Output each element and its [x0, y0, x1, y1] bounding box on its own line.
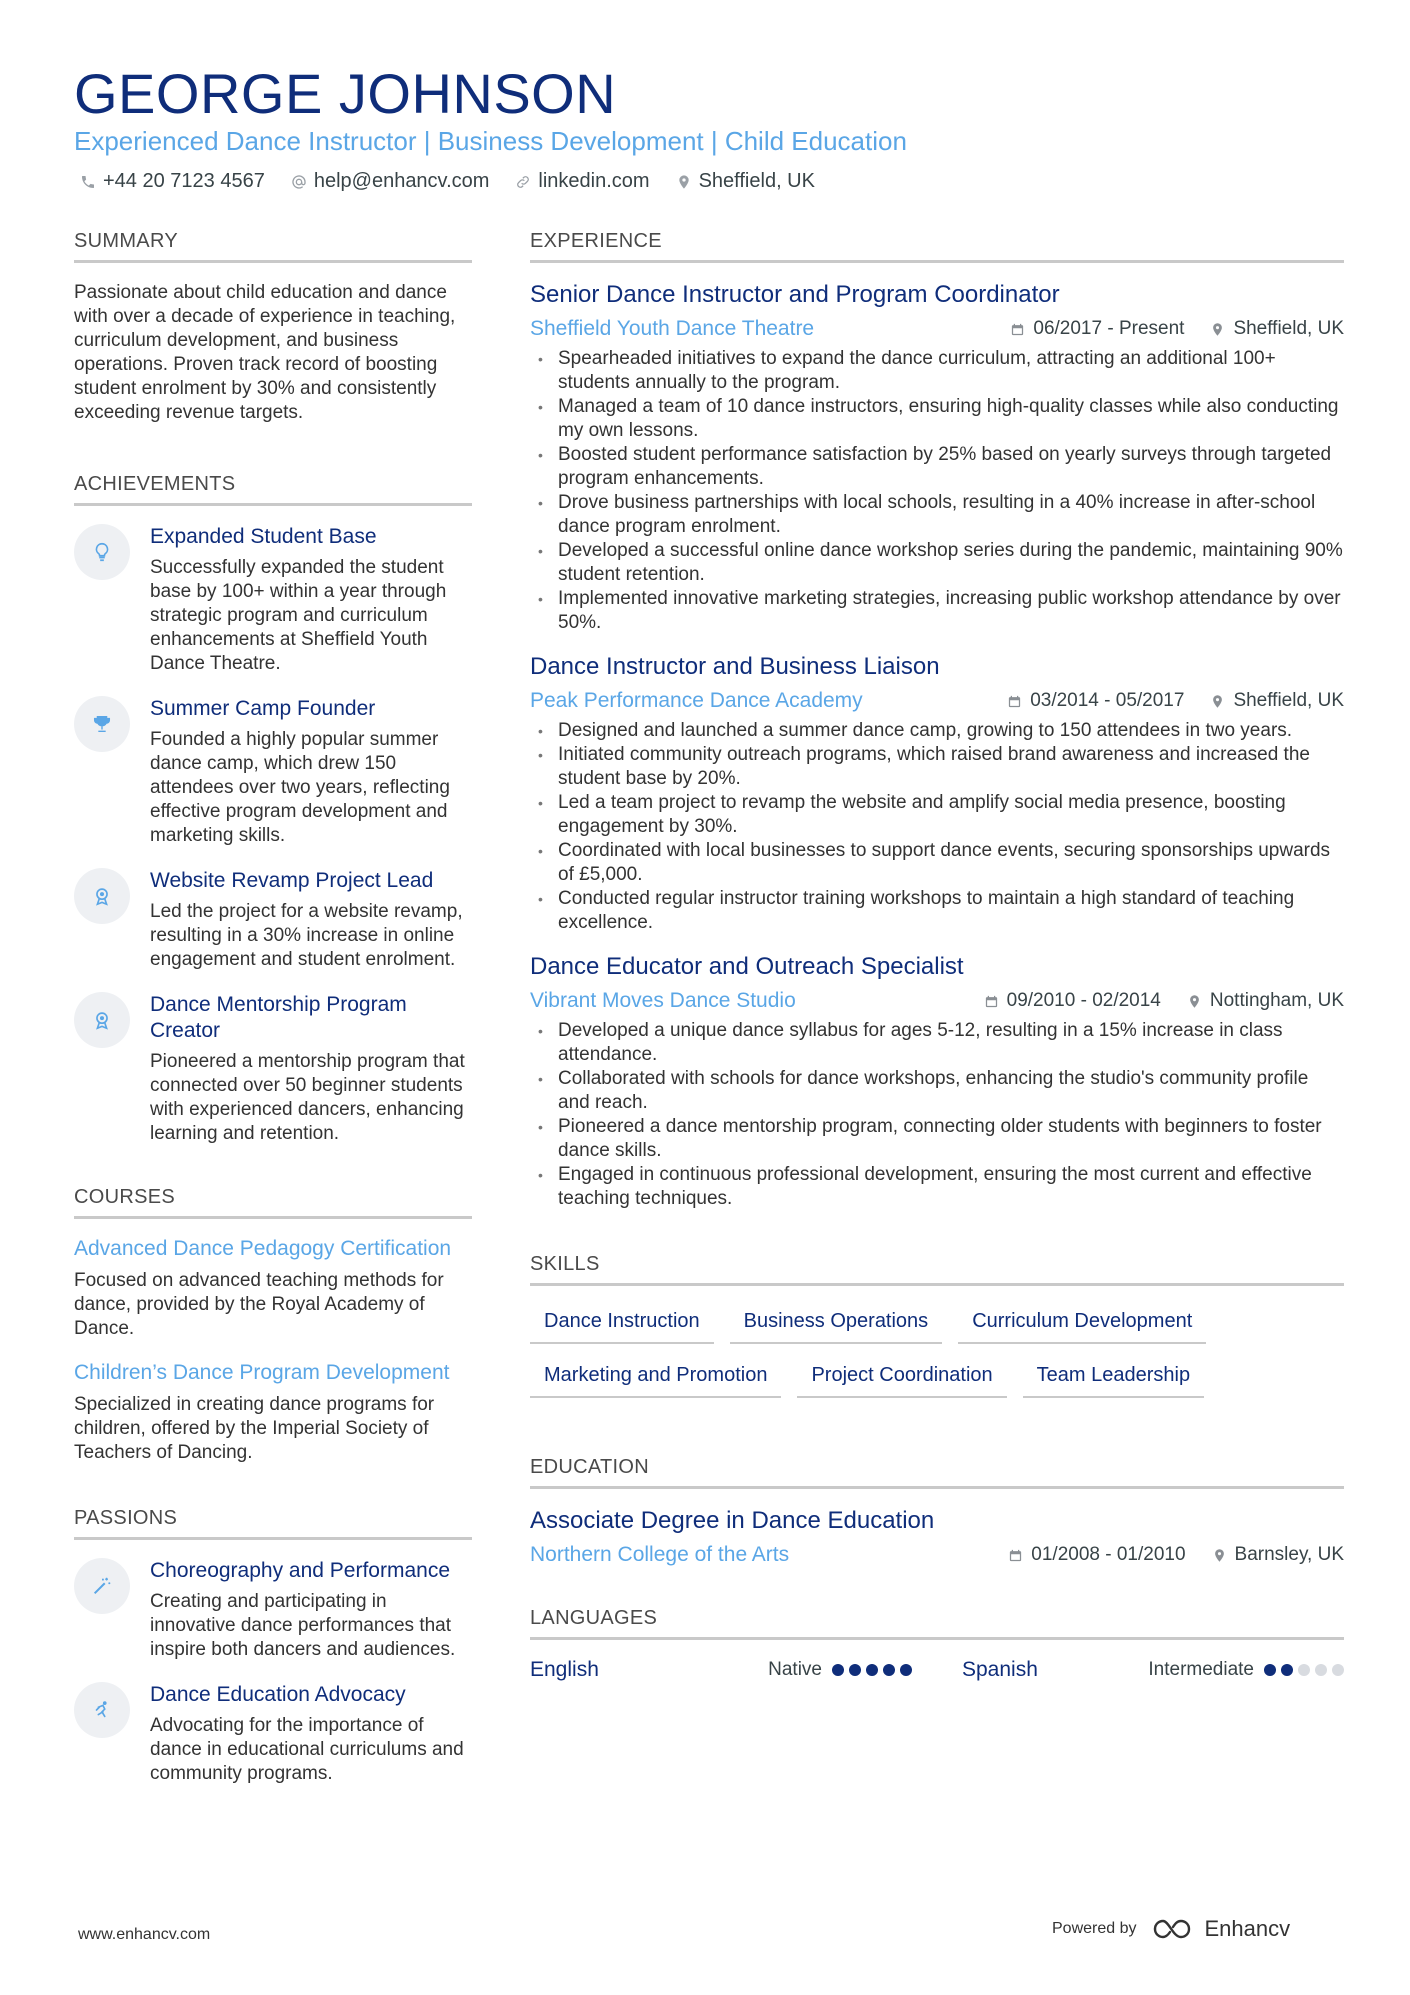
- location-icon: [1210, 322, 1225, 337]
- degree-title: Associate Degree in Dance Education: [530, 1507, 935, 1534]
- bullet-item: • Spearheaded initiatives to expand the dance curriculum, attracting an additional 100+ students annually to the program.: [530, 347, 1344, 395]
- passion-item: [74, 1558, 472, 1662]
- contact-bar: [80, 170, 815, 193]
- school-name: Northern College of the Arts: [530, 1543, 790, 1566]
- job-entry: [530, 651, 1344, 935]
- location-icon: [1187, 994, 1202, 1009]
- dance-icon: [74, 1682, 130, 1738]
- section-title-experience: EXPERIENCE: [530, 228, 1344, 263]
- passion-title: Dance Education Advocacy: [150, 1683, 406, 1706]
- summary-text: Passionate about child education and dance with over a decade of experience in teaching, curriculum development, and business operations. Proven track record of boosting student enrolment by 30% and consistently exceeding revenue targets.: [74, 282, 456, 423]
- calendar-icon: [1008, 1548, 1023, 1563]
- bullet-item: • Managed a team of 10 dance instructors, ensuring high-quality classes while also conducting my own lessons.: [530, 395, 1344, 443]
- bullet-item: • Collaborated with schools for dance workshops, enhancing the studio's community profile and reach.: [530, 1067, 1344, 1115]
- passion-title: Choreography and Performance: [150, 1559, 451, 1582]
- skill-tag: Business Operations: [730, 1304, 943, 1344]
- skill-tag: Curriculum Development: [958, 1304, 1206, 1344]
- job-title: Dance Educator and Outreach Specialist: [530, 953, 964, 980]
- job-company: Peak Performance Dance Academy: [530, 689, 863, 712]
- award-icon: [74, 868, 130, 924]
- languages-section: [530, 1605, 1344, 1682]
- phone-icon: [80, 174, 96, 190]
- award-icon: [74, 992, 130, 1048]
- section-title-courses: COURSES: [74, 1184, 472, 1219]
- right-column: [530, 228, 1344, 1682]
- rating-dot: [1264, 1664, 1276, 1676]
- calendar-icon: [984, 994, 999, 1009]
- section-title-summary: SUMMARY: [74, 228, 472, 263]
- trophy-icon: [74, 696, 130, 752]
- language-item: [530, 1658, 912, 1682]
- language-level: Native: [768, 1659, 822, 1680]
- job-bullets: [530, 1019, 1344, 1211]
- bullet-item: • Developed a successful online dance workshop series during the pandemic, maintaining 90% student retention.: [530, 539, 1344, 587]
- language-name: Spanish: [962, 1658, 1038, 1681]
- bullet-item: • Pioneered a dance mentorship program, connecting older students with beginners to foster dance skills.: [530, 1115, 1344, 1163]
- job-entry: [530, 951, 1344, 1211]
- location-icon: [1210, 694, 1225, 709]
- course-title: Children’s Dance Program Development: [74, 1361, 450, 1384]
- bullet-item: • Engaged in continuous professional development, ensuring the most current and effective teaching techniques.: [530, 1163, 1344, 1211]
- rating-dot: [849, 1664, 861, 1676]
- location-icon: [1212, 1548, 1227, 1563]
- language-rating: [1264, 1664, 1344, 1676]
- job-dates: 03/2014 - 05/2017: [1030, 690, 1185, 711]
- calendar-icon: [1007, 694, 1022, 709]
- left-column: [74, 228, 472, 1786]
- job-entry: [530, 279, 1344, 635]
- skills-list: [530, 1304, 1344, 1398]
- achievement-item: [74, 868, 472, 972]
- skill-tag: Team Leadership: [1023, 1358, 1204, 1398]
- achievement-title: Dance Mentorship Program Creator: [150, 993, 407, 1042]
- candidate-title: Experienced Dance Instructor | Business Development | Child Education: [74, 126, 907, 156]
- calendar-icon: [1010, 322, 1025, 337]
- enhancv-logo-icon: [1151, 1916, 1197, 1942]
- course-desc: Focused on advanced teaching methods for dance, provided by the Royal Academy of Dance.: [74, 1270, 444, 1339]
- location-icon: [676, 174, 692, 190]
- passions-section: [74, 1505, 472, 1786]
- phone-text: +44 20 7123 4567: [103, 170, 265, 192]
- rating-dot: [1315, 1664, 1327, 1676]
- contact-email[interactable]: [291, 170, 490, 193]
- skills-section: [530, 1251, 1344, 1398]
- lightbulb-icon: [74, 524, 130, 580]
- bullet-item: • Developed a unique dance syllabus for ages 5-12, resulting in a 15% increase in class attendance.: [530, 1019, 1344, 1067]
- skill-tag: Dance Instruction: [530, 1304, 714, 1344]
- rating-dot: [900, 1664, 912, 1676]
- bullet-item: • Implemented innovative marketing strategies, increasing public workshop attendance by over 50%.: [530, 587, 1344, 635]
- bullet-item: • Initiated community outreach programs, which raised brand awareness and increased the student base by 20%.: [530, 743, 1344, 791]
- language-item: [962, 1658, 1344, 1682]
- summary-section: [74, 228, 472, 425]
- job-title: Senior Dance Instructor and Program Coordinator: [530, 281, 1060, 308]
- link-icon: [515, 174, 531, 190]
- achievement-title: Website Revamp Project Lead: [150, 869, 434, 892]
- passion-item: [74, 1682, 472, 1786]
- section-title-passions: PASSIONS: [74, 1505, 472, 1540]
- achievement-desc: Successfully expanded the student base by 100+ within a year through strategic program and curriculum enhancements at Sheffield Youth Dance Theatre.: [150, 557, 447, 674]
- bullet-item: • Led a team project to revamp the website and amplify social media presence, boosting engagement by 30%.: [530, 791, 1344, 839]
- achievement-title: Expanded Student Base: [150, 525, 377, 548]
- job-dates: 09/2010 - 02/2014: [1006, 990, 1161, 1011]
- job-dates: 06/2017 - Present: [1033, 318, 1185, 339]
- bullet-item: • Designed and launched a summer dance camp, growing to 150 attendees in two years.: [530, 719, 1344, 743]
- footer-brand: [1052, 1916, 1290, 1942]
- language-rating: [832, 1664, 912, 1676]
- job-title: Dance Instructor and Business Liaison: [530, 653, 940, 680]
- courses-section: [74, 1184, 472, 1465]
- language-level: Intermediate: [1148, 1659, 1254, 1680]
- section-title-languages: LANGUAGES: [530, 1605, 1344, 1640]
- skill-tag: Marketing and Promotion: [530, 1358, 781, 1398]
- contact-linkedin[interactable]: [515, 170, 649, 193]
- experience-section: [530, 228, 1344, 1211]
- rating-dot: [832, 1664, 844, 1676]
- contact-location: [676, 170, 815, 193]
- passion-desc: Advocating for the importance of dance in educational curriculums and community programs.: [150, 1715, 464, 1784]
- linkedin-text: linkedin.com: [538, 170, 650, 192]
- bullet-item: • Conducted regular instructor training workshops to maintain a high standard of teaching excellence.: [530, 887, 1344, 935]
- achievements-section: [74, 471, 472, 1146]
- achievement-desc: Founded a highly popular summer dance camp, which drew 150 attendees over two years, reflecting effective program development and marketing skills.: [150, 729, 450, 846]
- achievement-item: [74, 696, 472, 848]
- section-title-skills: SKILLS: [530, 1251, 1344, 1286]
- education-location: Barnsley, UK: [1234, 1544, 1344, 1565]
- section-title-achievements: ACHIEVEMENTS: [74, 471, 472, 506]
- brand-logo[interactable]: [1151, 1916, 1291, 1942]
- email-text: help@enhancv.com: [313, 170, 490, 192]
- job-location: Sheffield, UK: [1233, 318, 1344, 339]
- achievement-desc: Led the project for a website revamp, resulting in a 30% increase in online engagement and student enrolment.: [150, 901, 463, 970]
- skill-tag: Project Coordination: [797, 1358, 1006, 1398]
- education-section: [530, 1454, 1344, 1569]
- job-company: Vibrant Moves Dance Studio: [530, 989, 796, 1012]
- achievement-desc: Pioneered a mentorship program that connected over 50 beginner students with experienced dancers, enhancing learning and retention.: [150, 1051, 465, 1144]
- passion-desc: Creating and participating in innovative dance performances that inspire both dancers and audiences.: [150, 1591, 456, 1660]
- rating-dot: [1281, 1664, 1293, 1676]
- rating-dot: [1332, 1664, 1344, 1676]
- bullet-item: • Boosted student performance satisfaction by 25% based on yearly surveys through targeted program enhancements.: [530, 443, 1344, 491]
- education-dates: 01/2008 - 01/2010: [1031, 1544, 1186, 1565]
- job-location: Sheffield, UK: [1233, 690, 1344, 711]
- achievement-title: Summer Camp Founder: [150, 697, 376, 720]
- bullet-item: • Coordinated with local businesses to support dance events, securing sponsorships upwards of £5,000.: [530, 839, 1344, 887]
- bullet-item: • Drove business partnerships with local schools, resulting in a 40% increase in after-school dance program enrolment.: [530, 491, 1344, 539]
- rating-dot: [1298, 1664, 1310, 1676]
- job-company: Sheffield Youth Dance Theatre: [530, 317, 815, 340]
- contact-phone[interactable]: [80, 170, 265, 193]
- job-location: Nottingham, UK: [1209, 990, 1344, 1011]
- rating-dot: [866, 1664, 878, 1676]
- candidate-name: GEORGE JOHNSON: [74, 62, 617, 125]
- job-bullets: [530, 719, 1344, 935]
- section-title-education: EDUCATION: [530, 1454, 1344, 1489]
- language-name: English: [530, 1658, 599, 1681]
- rating-dot: [883, 1664, 895, 1676]
- at-icon: [291, 174, 307, 190]
- brand-name: Enhancv: [1204, 1916, 1291, 1941]
- achievement-item: [74, 992, 472, 1146]
- magic-wand-icon: [74, 1558, 130, 1614]
- powered-by-label: Powered by: [1052, 1920, 1137, 1937]
- job-bullets: [530, 347, 1344, 635]
- course-desc: Specialized in creating dance programs for children, offered by the Imperial Society of Teachers of Dancing.: [74, 1394, 435, 1463]
- achievement-item: [74, 524, 472, 676]
- location-text: Sheffield, UK: [698, 170, 815, 192]
- footer-url[interactable]: www.enhancv.com: [78, 1926, 211, 1943]
- course-title: Advanced Dance Pedagogy Certification: [74, 1237, 452, 1260]
